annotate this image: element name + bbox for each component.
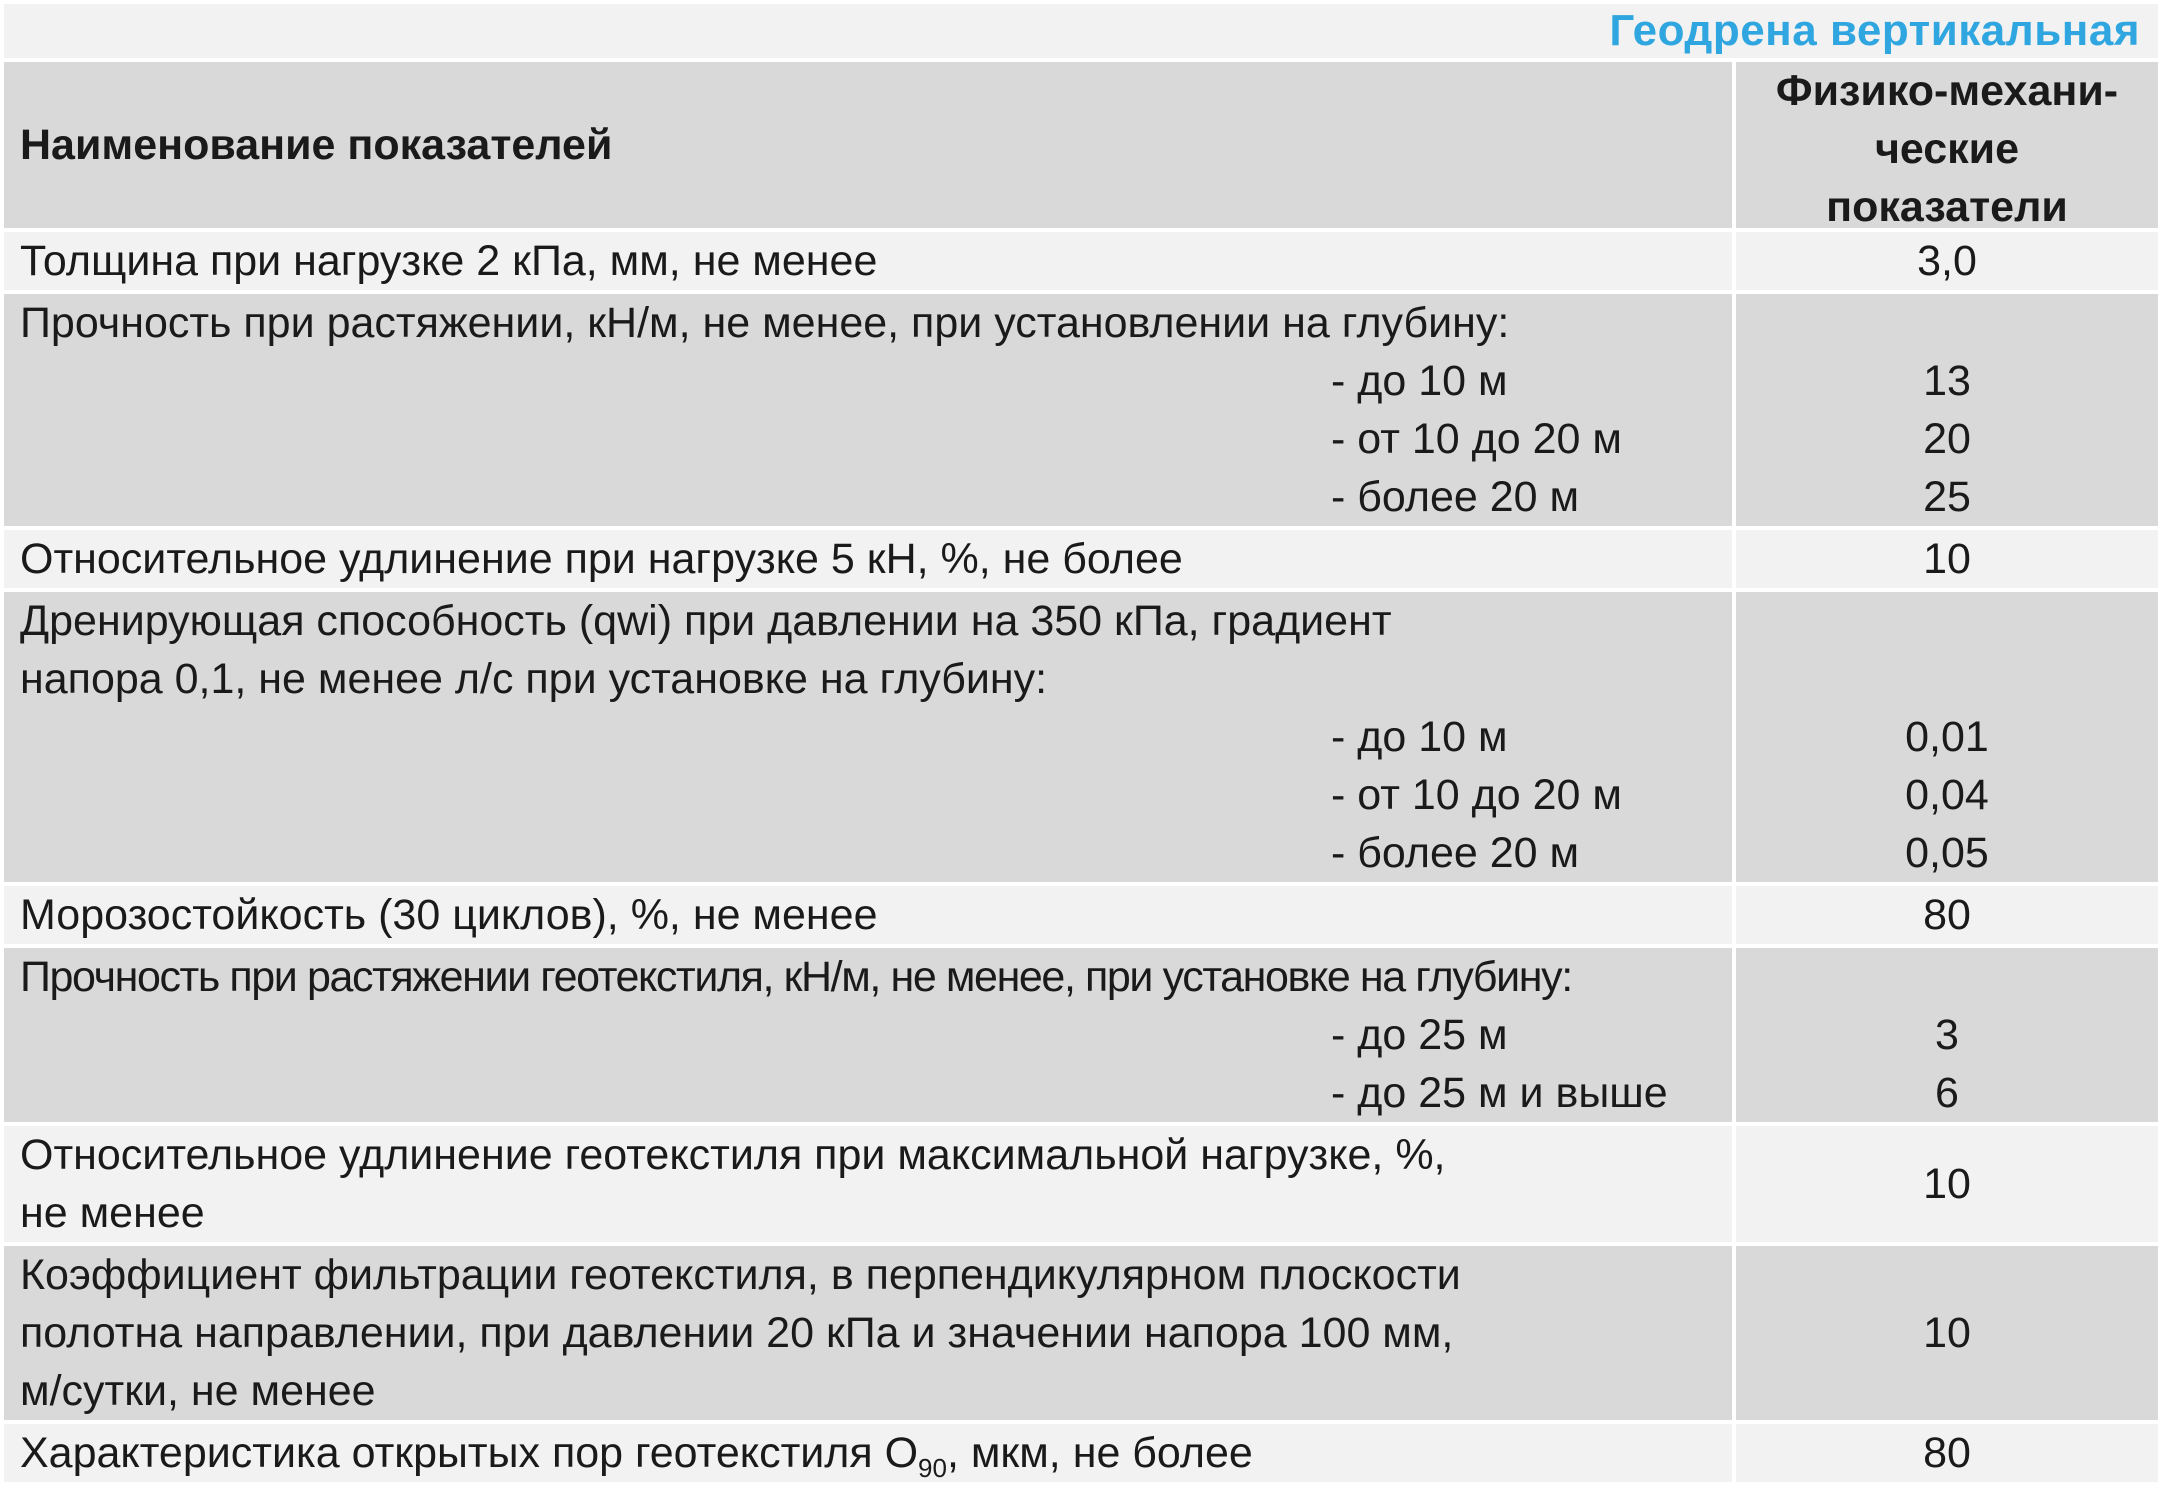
sub-value: 0,01 — [1905, 713, 1989, 761]
table-row — [4, 1242, 2158, 1420]
row-label: Характеристика открытых пор геотекстиля $O_{90}$, мкм, не более — [4, 1424, 1732, 1482]
row-value: 10 — [1736, 1246, 2158, 1420]
row-label: Дренирующая способность (qwi) при давлении на 350 кПа, градиент напора 0,1, не менее л/с при установке на глубину: - до 10 м - от 10 до 20 м - более 20 м — [4, 592, 1732, 882]
sub-value: 3 — [1935, 1011, 1959, 1059]
sub-value: 25 — [1923, 473, 1971, 521]
row-value: 80 — [1736, 886, 2158, 944]
table-row — [4, 1420, 2158, 1482]
row-label: Прочность при растяжении, кН/м, не менее, при установлении на глубину: - до 10 м - от 10 до 20 м - более 20 м — [4, 294, 1732, 526]
row-value: 80 — [1736, 1424, 2158, 1482]
sub-label: - более 20 м — [1331, 473, 1580, 521]
row-label: Относительное удлинение при нагрузке 5 кН, %, не более — [4, 530, 1732, 588]
sub-label: - до 10 м — [1331, 357, 1508, 405]
header-value-cell — [1736, 62, 2158, 231]
sub-label: - от 10 до 20 м — [1331, 415, 1622, 463]
table-row — [4, 944, 2158, 1122]
row-label: Толщина при нагрузке 2 кПа, мм, не менее — [4, 232, 1732, 290]
header-row — [4, 58, 2158, 231]
table-row — [4, 228, 2158, 290]
header-value-line-1: Физико-механи- — [1775, 67, 2119, 115]
sub-value: 13 — [1923, 357, 1971, 405]
sub-value: 0,05 — [1905, 829, 1989, 877]
sub-value: 6 — [1935, 1069, 1959, 1117]
table-row — [4, 1122, 2158, 1242]
sub-label: - до 10 м — [1331, 713, 1508, 761]
header-name-cell: Наименование показателей — [4, 62, 1732, 228]
table-row — [4, 526, 2158, 588]
sub-label: - более 20 м — [1331, 829, 1580, 877]
row-label: Морозостойкость (30 циклов), %, не менее — [4, 886, 1732, 944]
table-row — [4, 588, 2158, 882]
table-row — [4, 290, 2158, 526]
row-value: 10 — [1736, 530, 2158, 588]
table-title: Геодрена вертикальная — [1609, 6, 2140, 55]
title-bar — [4, 4, 2158, 58]
row-label: Относительное удлинение геотекстиля при максимальной нагрузке, %, не менее — [4, 1126, 1732, 1242]
sub-value: 20 — [1923, 415, 1971, 463]
row-value — [1736, 294, 2158, 526]
row-value — [1736, 592, 2158, 882]
sub-label: - до 25 м и выше — [1331, 1069, 1668, 1117]
row-value: 3,0 — [1736, 232, 2158, 290]
row-value — [1736, 948, 2158, 1122]
sub-value: 0,04 — [1905, 771, 1989, 819]
row-label: Коэффициент фильтрации геотекстиля, в перпендикулярном плоскости полотна направлении, при давлении 20 кПа и значении напора 100 мм, м/сутки, не менее — [4, 1246, 1732, 1420]
header-value-line-3: показатели — [1826, 183, 2068, 231]
row-value: 10 — [1736, 1126, 2158, 1242]
spec-table — [4, 4, 2158, 1482]
header-value-line-2: ческие — [1874, 125, 2020, 173]
sub-label: - до 25 м — [1331, 1011, 1508, 1059]
table-row — [4, 882, 2158, 944]
row-label: Прочность при растяжении геотекстиля, кН/м, не менее, при установке на глубину: - до 25 м - до 25 м и выше — [4, 948, 1732, 1122]
sub-label: - от 10 до 20 м — [1331, 771, 1622, 819]
